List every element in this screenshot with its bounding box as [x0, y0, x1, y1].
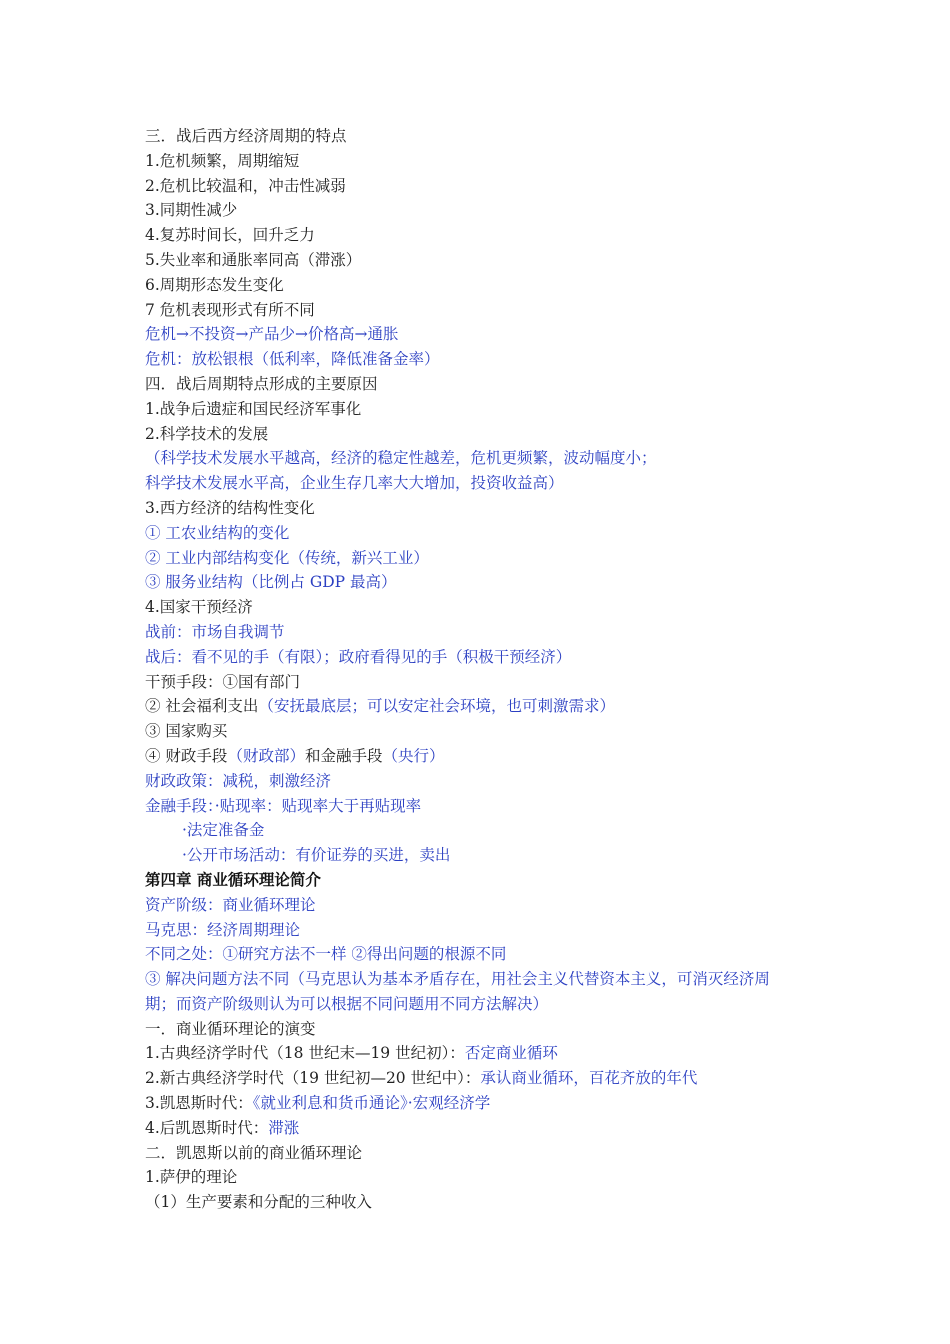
document-body: [145, 124, 825, 1215]
note-line: ③ 服务业结构（比例占 GDP 最高）: [145, 573, 397, 592]
note-line: 危机→不投资→产品少→价格高→通胀: [145, 325, 399, 344]
note-line: 期；而资产阶级则认为可以根据不同问题用不同方法解决）: [145, 994, 549, 1013]
note-line: 马克思：经济周期理论: [145, 920, 301, 939]
text-span: 4.后凯恩斯时代：: [145, 1118, 269, 1137]
text-line: 4.国家干预经济: [145, 598, 253, 617]
mixed-line: [145, 744, 825, 769]
text-line: 7 危机表现形式有所不同: [145, 300, 315, 319]
note-line: 金融手段：·贴现率：贴现率大于再贴现率: [145, 796, 422, 815]
text-line: 1.萨伊的理论: [145, 1168, 238, 1187]
text-span: 和金融手段: [304, 746, 383, 765]
section-heading: 三．战后西方经济周期的特点: [145, 127, 347, 145]
mixed-line: [145, 694, 825, 719]
note-line: 不同之处：①研究方法不一样 ②得出问题的根源不同: [145, 945, 507, 964]
note-line: （科学技术发展水平越高，经济的稳定性越差，危机更频繁，波动幅度小；: [145, 449, 657, 468]
text-span: 3.凯恩斯时代：: [145, 1094, 253, 1113]
text-span: ④ 财政手段: [145, 746, 228, 765]
mixed-line: [145, 1066, 825, 1091]
note-span: （财政部）: [227, 746, 305, 765]
mixed-line: [145, 1091, 825, 1116]
chapter-title: 第四章 商业循环理论简介: [145, 869, 321, 889]
text-span: 2.新古典经济学时代（19 世纪初—20 世纪中）：: [145, 1069, 481, 1088]
note-span: （安抚最底层；可以安定社会环境，也可刺激需求）: [258, 697, 615, 716]
note-line: ① 工农业结构的变化: [145, 523, 290, 542]
text-line: （1）生产要素和分配的三种收入: [145, 1193, 372, 1212]
text-line: 3.同期性减少: [145, 201, 238, 220]
text-line: 2.科学技术的发展: [145, 424, 269, 443]
note-line: ·公开市场活动：有价证券的买进，卖出: [182, 846, 451, 865]
text-line: 3.西方经济的结构性变化: [145, 498, 315, 517]
text-span: 1.古典经济学时代（18 世纪末—19 世纪初）：: [145, 1044, 465, 1063]
section-heading: 四．战后周期特点形成的主要原因: [145, 374, 378, 393]
note-line: 战后：看不见的手（有限）；政府看得见的手（积极干预经济）: [145, 647, 572, 666]
text-line: 干预手段：①国有部门: [145, 672, 301, 691]
text-span: ② 社会福利支出: [145, 697, 259, 716]
text-line: 2.危机比较温和，冲击性减弱: [145, 176, 346, 195]
note-span: 否定商业循环: [464, 1044, 558, 1063]
note-span: 滞涨: [268, 1118, 300, 1137]
mixed-line: [145, 1041, 825, 1066]
mixed-line: [145, 1116, 825, 1141]
note-line: 资产阶级：商业循环理论: [145, 895, 316, 914]
note-line: 危机：放松银根（低利率，降低准备金率）: [145, 350, 440, 369]
note-span: （央行）: [382, 746, 445, 765]
section-heading: 一．商业循环理论的演变: [145, 1019, 316, 1038]
text-line: 6.周期形态发生变化: [145, 275, 284, 294]
text-line: ③ 国家购买: [145, 722, 228, 741]
note-span: 承认商业循环，百花齐放的年代: [480, 1069, 698, 1088]
note-span: 《就业利息和货币通论》·宏观经济学: [252, 1094, 491, 1113]
note-line: ·法定准备金: [182, 821, 265, 840]
note-line: 财政政策：减税，刺激经济: [145, 771, 332, 790]
note-line: 战前：市场自我调节: [145, 622, 285, 641]
note-line: ② 工业内部结构变化（传统，新兴工业）: [145, 548, 429, 567]
text-line: 5.失业率和通胀率同高（滞涨）: [145, 250, 362, 269]
text-line: 1.战争后遗症和国民经济军事化: [145, 399, 362, 418]
note-line: 科学技术发展水平高，企业生存几率大大增加，投资收益高）: [145, 474, 564, 493]
text-line: 4.复苏时间长，回升乏力: [145, 226, 315, 245]
note-line: ③ 解决问题方法不同（马克思认为基本矛盾存在，用社会主义代替资本主义，可消灭经济周: [145, 970, 770, 989]
section-heading: 二．凯恩斯以前的商业循环理论: [145, 1143, 363, 1162]
text-line: 1.危机频繁，周期缩短: [145, 151, 300, 170]
